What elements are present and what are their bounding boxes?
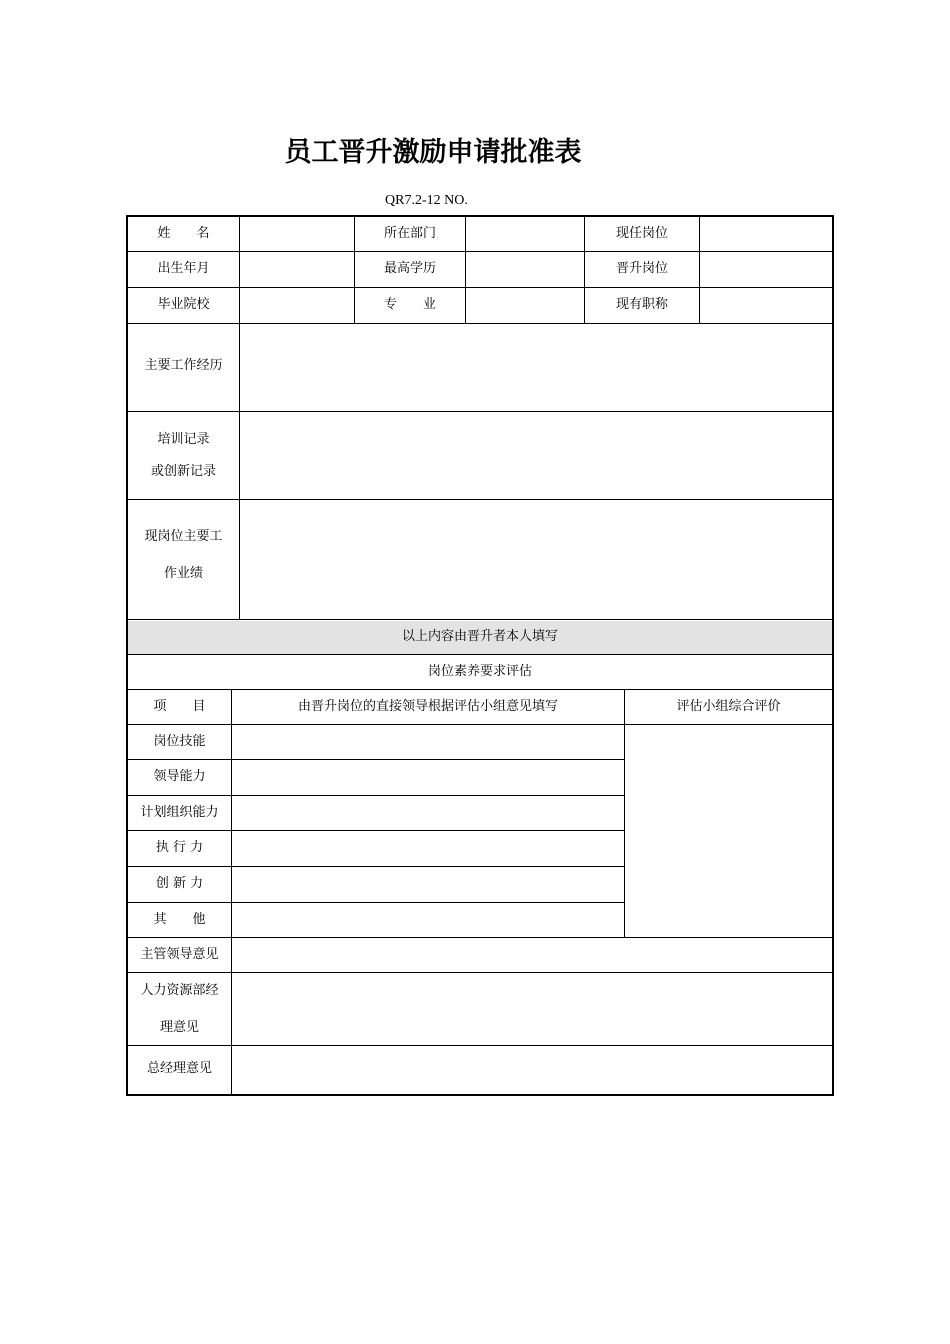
supervisor-opinion-label: 主管领导意见 — [140, 946, 219, 962]
form-title: 员工晋升激励申请批准表 — [284, 137, 582, 168]
promotion-post-label: 晋升岗位 — [615, 261, 668, 276]
self-fill-note: 以上内容由晋升者本人填写 — [401, 628, 558, 644]
group-header: 评估小组综合评价 — [676, 698, 781, 714]
birth-field[interactable] — [240, 252, 354, 287]
major-label: 专 业 — [383, 296, 436, 312]
training-label-line2: 或创新记录 — [150, 463, 216, 479]
department-field[interactable] — [466, 217, 584, 251]
supervisor-opinion-field[interactable] — [232, 938, 832, 972]
eval-skill-field[interactable] — [232, 725, 624, 759]
eval-item-execution: 执 行 力 — [155, 839, 204, 855]
school-label: 毕业院校 — [157, 296, 210, 312]
major-field[interactable] — [466, 288, 584, 323]
training-label — [128, 412, 239, 499]
department-label: 所在部门 — [383, 226, 436, 241]
hr-opinion-label — [128, 973, 231, 1045]
hr-opinion-field[interactable] — [232, 973, 832, 1045]
name-label: 姓 名 — [157, 226, 210, 241]
performance-label — [128, 500, 239, 610]
name-field[interactable] — [240, 217, 354, 251]
eval-execution-field[interactable] — [232, 831, 624, 866]
application-form — [126, 215, 834, 1096]
performance-label-line1: 现岗位主要工 — [144, 529, 223, 544]
birth-label: 出生年月 — [157, 261, 210, 276]
school-field[interactable] — [240, 288, 354, 323]
item-header: 项 目 — [153, 698, 206, 714]
training-field[interactable] — [240, 412, 832, 499]
eval-item-innovation: 创 新 力 — [155, 875, 204, 891]
eval-leadership-field[interactable] — [232, 760, 624, 795]
eval-innovation-field[interactable] — [232, 867, 624, 902]
evaluation-header: 岗位素养要求评估 — [427, 663, 532, 679]
hr-label-line2: 理意见 — [159, 1020, 199, 1035]
eval-other-field[interactable] — [232, 903, 624, 937]
form-code: QR7.2-12 NO. — [385, 193, 468, 208]
eval-item-skill: 岗位技能 — [153, 733, 206, 749]
gm-opinion-field[interactable] — [232, 1046, 832, 1094]
work-history-field[interactable] — [240, 324, 832, 411]
performance-field[interactable] — [240, 500, 832, 619]
gm-opinion-label: 总经理意见 — [146, 1060, 212, 1076]
work-history-label: 主要工作经历 — [144, 357, 223, 373]
title-field[interactable] — [700, 288, 832, 323]
training-label-line1: 培训记录 — [157, 431, 210, 447]
eval-item-other: 其 他 — [153, 911, 206, 927]
performance-label-line2: 作业绩 — [163, 566, 203, 581]
eval-item-planning: 计划组织能力 — [140, 804, 219, 820]
promotion-post-field[interactable] — [700, 252, 832, 287]
group-evaluation-field[interactable] — [625, 725, 832, 937]
hr-label-line1: 人力资源部经 — [140, 983, 219, 998]
title-label: 现有职称 — [615, 296, 668, 312]
current-post-label: 现任岗位 — [615, 226, 668, 241]
eval-planning-field[interactable] — [232, 796, 624, 830]
education-field[interactable] — [466, 252, 584, 287]
current-post-field[interactable] — [700, 217, 832, 251]
leader-header: 由晋升岗位的直接领导根据评估小组意见填写 — [297, 698, 558, 714]
education-label: 最高学历 — [383, 261, 436, 276]
eval-item-leadership: 领导能力 — [153, 768, 206, 784]
